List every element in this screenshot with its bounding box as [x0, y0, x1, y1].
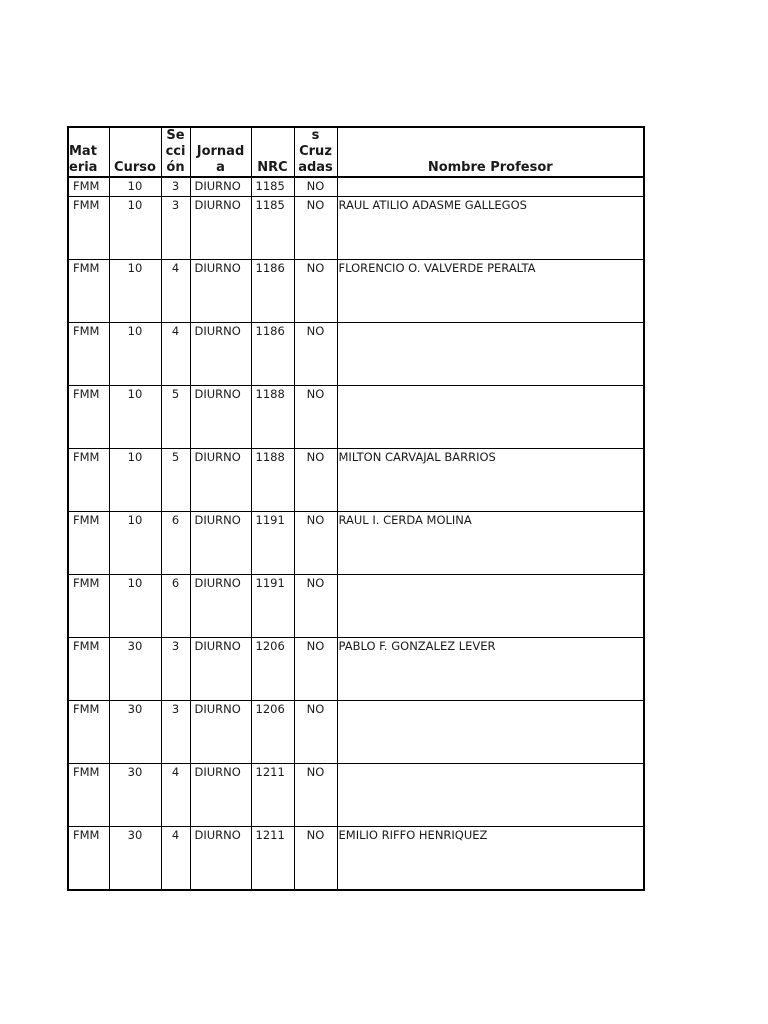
cell-curso: 30	[109, 638, 161, 701]
cell-curso: 10	[109, 449, 161, 512]
cell-profesor	[337, 575, 644, 638]
table-row	[68, 575, 644, 638]
table-row	[68, 638, 644, 701]
cell-profesor	[337, 701, 644, 764]
header-cruzadas: s Cruz adas	[294, 127, 337, 177]
cell-nrc: 1186	[251, 260, 294, 323]
cell-profesor	[337, 177, 644, 197]
cell-seccion: 3	[161, 197, 190, 260]
cell-materia: FMM	[68, 323, 109, 386]
cell-nrc: 1185	[251, 197, 294, 260]
cell-cruzadas: NO	[294, 260, 337, 323]
cell-jornada: DIURNO	[190, 575, 251, 638]
cell-nrc: 1206	[251, 701, 294, 764]
header-seccion: Se cci ón	[161, 127, 190, 177]
cell-jornada: DIURNO	[190, 260, 251, 323]
cell-jornada: DIURNO	[190, 701, 251, 764]
header-jornada: Jornad a	[190, 127, 251, 177]
header-profesor: Nombre Profesor	[337, 127, 644, 177]
cell-seccion: 6	[161, 575, 190, 638]
cell-cruzadas: NO	[294, 449, 337, 512]
cell-materia: FMM	[68, 386, 109, 449]
cell-seccion: 3	[161, 177, 190, 197]
cell-cruzadas: NO	[294, 701, 337, 764]
cell-jornada: DIURNO	[190, 512, 251, 575]
cell-jornada: DIURNO	[190, 177, 251, 197]
table-row	[68, 323, 644, 386]
table-row	[68, 512, 644, 575]
cell-materia: FMM	[68, 177, 109, 197]
cell-cruzadas: NO	[294, 512, 337, 575]
table-row	[68, 177, 644, 197]
cell-curso: 10	[109, 386, 161, 449]
cell-jornada: DIURNO	[190, 764, 251, 827]
cell-nrc: 1185	[251, 177, 294, 197]
cell-materia: FMM	[68, 638, 109, 701]
cell-curso: 30	[109, 827, 161, 891]
cell-materia: FMM	[68, 260, 109, 323]
course-schedule-table	[67, 126, 645, 891]
cell-cruzadas: NO	[294, 827, 337, 891]
cell-materia: FMM	[68, 701, 109, 764]
cell-materia: FMM	[68, 512, 109, 575]
cell-profesor: PABLO F. GONZALEZ LEVER	[337, 638, 644, 701]
table-row	[68, 386, 644, 449]
cell-seccion: 6	[161, 512, 190, 575]
cell-nrc: 1188	[251, 449, 294, 512]
cell-seccion: 5	[161, 449, 190, 512]
cell-curso: 10	[109, 575, 161, 638]
cell-cruzadas: NO	[294, 197, 337, 260]
header-row	[68, 127, 644, 177]
cell-nrc: 1191	[251, 575, 294, 638]
table-row	[68, 827, 644, 891]
cell-seccion: 3	[161, 638, 190, 701]
cell-profesor: RAUL ATILIO ADASME GALLEGOS	[337, 197, 644, 260]
cell-materia: FMM	[68, 827, 109, 891]
cell-nrc: 1186	[251, 323, 294, 386]
cell-jornada: DIURNO	[190, 827, 251, 891]
cell-nrc: 1191	[251, 512, 294, 575]
cell-seccion: 4	[161, 827, 190, 891]
cell-cruzadas: NO	[294, 575, 337, 638]
cell-seccion: 3	[161, 701, 190, 764]
cell-jornada: DIURNO	[190, 323, 251, 386]
cell-materia: FMM	[68, 197, 109, 260]
cell-seccion: 4	[161, 764, 190, 827]
cell-cruzadas: NO	[294, 764, 337, 827]
cell-cruzadas: NO	[294, 323, 337, 386]
cell-curso: 10	[109, 512, 161, 575]
cell-jornada: DIURNO	[190, 197, 251, 260]
cell-nrc: 1206	[251, 638, 294, 701]
cell-jornada: DIURNO	[190, 386, 251, 449]
cell-cruzadas: NO	[294, 638, 337, 701]
cell-nrc: 1211	[251, 827, 294, 891]
cell-jornada: DIURNO	[190, 638, 251, 701]
cell-materia: FMM	[68, 764, 109, 827]
table-row	[68, 701, 644, 764]
cell-curso: 10	[109, 260, 161, 323]
cell-curso: 10	[109, 177, 161, 197]
cell-cruzadas: NO	[294, 386, 337, 449]
cell-curso: 10	[109, 197, 161, 260]
cell-materia: FMM	[68, 449, 109, 512]
cell-materia: FMM	[68, 575, 109, 638]
cell-profesor	[337, 323, 644, 386]
cell-curso: 10	[109, 323, 161, 386]
header-nrc: NRC	[251, 127, 294, 177]
cell-nrc: 1211	[251, 764, 294, 827]
table-row	[68, 197, 644, 260]
header-curso: Curso	[109, 127, 161, 177]
cell-curso: 30	[109, 701, 161, 764]
cell-nrc: 1188	[251, 386, 294, 449]
cell-seccion: 4	[161, 260, 190, 323]
cell-cruzadas: NO	[294, 177, 337, 197]
cell-seccion: 4	[161, 323, 190, 386]
cell-seccion: 5	[161, 386, 190, 449]
cell-jornada: DIURNO	[190, 449, 251, 512]
table-row	[68, 764, 644, 827]
cell-profesor: RAUL I. CERDA MOLINA	[337, 512, 644, 575]
table-row	[68, 260, 644, 323]
cell-curso: 30	[109, 764, 161, 827]
table-row	[68, 449, 644, 512]
cell-profesor: FLORENCIO O. VALVERDE PERALTA	[337, 260, 644, 323]
cell-profesor	[337, 386, 644, 449]
header-materia: Mat eria	[68, 127, 109, 177]
cell-profesor	[337, 764, 644, 827]
cell-profesor: EMILIO RIFFO HENRIQUEZ	[337, 827, 644, 891]
cell-profesor: MILTON CARVAJAL BARRIOS	[337, 449, 644, 512]
